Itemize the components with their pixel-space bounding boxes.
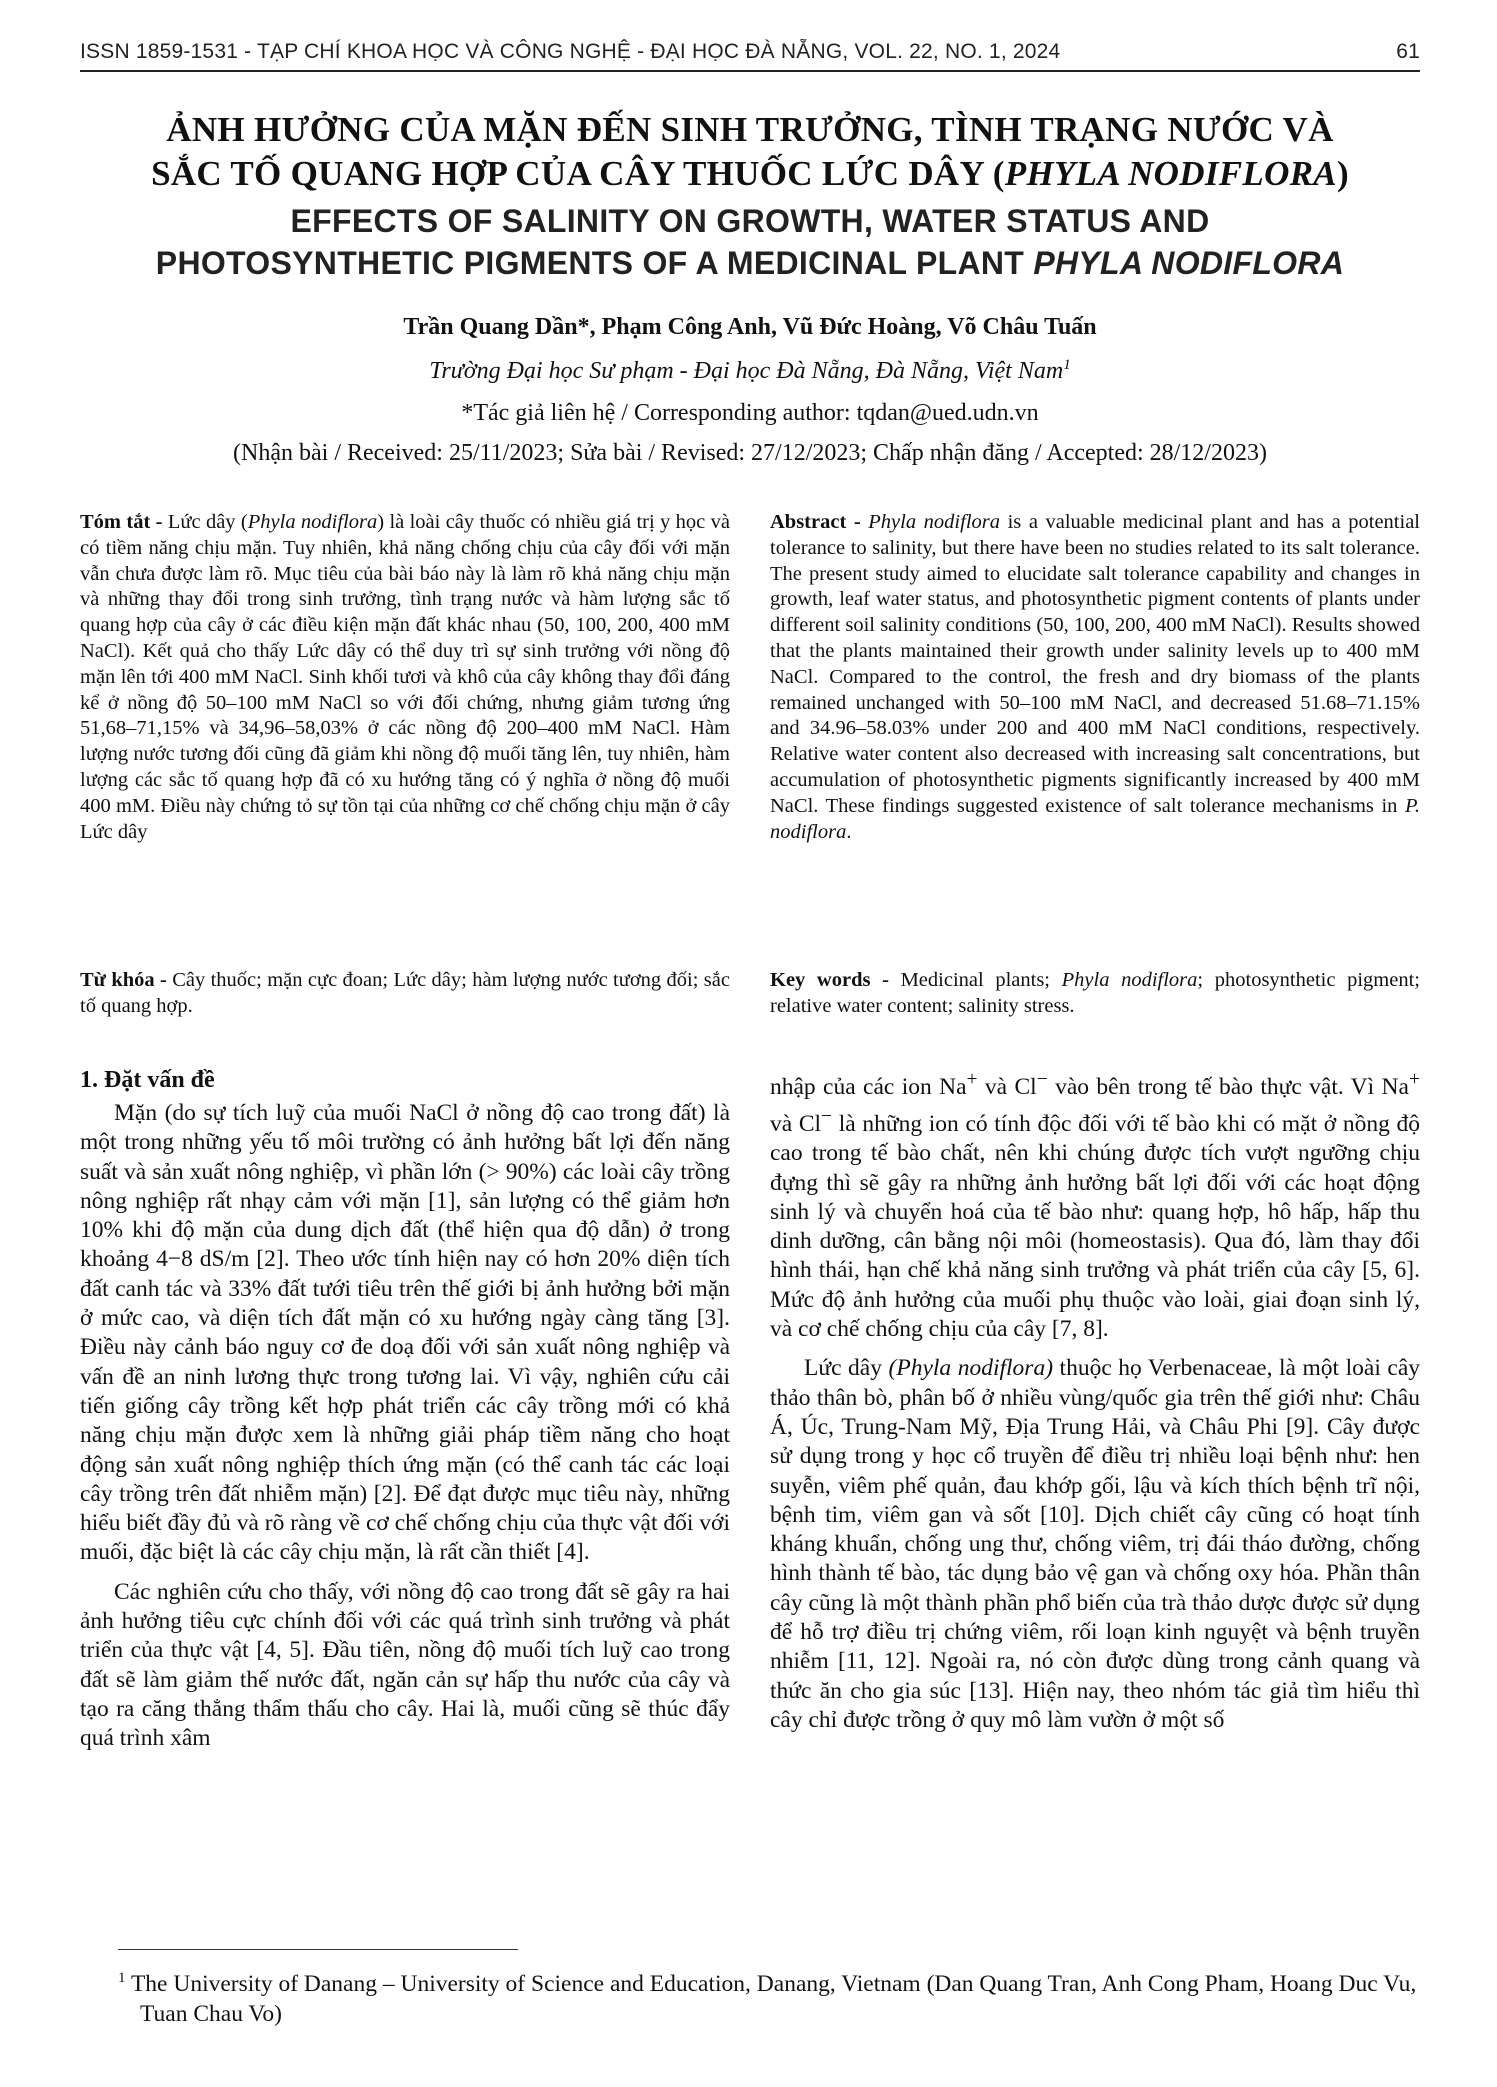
abstract-vi-text1: Lức dây (	[167, 511, 248, 533]
ion-charge: −	[821, 1106, 833, 1128]
submission-dates: (Nhận bài / Received: 25/11/2023; Sửa bài / Revised: 27/12/2023; Chấp nhận đăng / Accepted: 28/12/2023)	[233, 440, 1267, 466]
ion-charge: +	[1408, 1069, 1421, 1090]
title-block	[80, 108, 1420, 284]
journal-running-title: ISSN 1859-1531 - TẠP CHÍ KHOA HỌC VÀ CÔNG NGHỆ - ĐẠI HỌC ĐÀ NẴNG, VOL. 22, NO. 1, 2024	[80, 40, 1061, 63]
abstract-en-species-short: P. nodiflora	[770, 794, 1420, 843]
keywords-vi-label: Từ khóa -	[80, 969, 173, 991]
corresponding-author: *Tác giả liên hệ / Corresponding author: tqdan@ued.udn.vn	[461, 400, 1039, 426]
keywords-en-text2: ; photosynthetic pigment; relative water content; salinity stress.	[770, 969, 1420, 1017]
title-vi-line2: SẮC TỐ QUANG HỢP CỦA CÂY THUỐC LỨC DÂY (	[151, 154, 1005, 193]
author-block	[80, 310, 1420, 470]
body-text: nhập của các ion Na	[770, 1073, 967, 1100]
body-paragraph	[770, 1354, 1420, 1735]
title-en-line2: PHOTOSYNTHETIC PIGMENTS OF A MEDICINAL PLANT	[155, 245, 1034, 281]
abstract-vietnamese	[80, 510, 730, 845]
abstract-english	[770, 510, 1420, 845]
keywords-en-text1: Medicinal plants;	[900, 969, 1062, 991]
header-rule	[80, 70, 1420, 72]
abstract-en-text: is a valuable medicinal plant and has a potential tolerance to salinity, but there have been no studies related to its salt tolerance. The present study aimed to elucidate salt tolerance capability and changes in growth, leaf water status, and photosynthetic pigment contents of plants under different soil salinity conditions (50, 100, 200, 400 mM NaCl). Results showed that the plants maintained their growth under salinity levels up to 400 mM NaCl. Compared to the control, the fresh and dry biomass of the plants remained unchanged with 50–100 mM NaCl, and decreased 51.68–71.15% and 34.96–58.03% under 200 and 400 mM NaCl conditions, respectively. Relative water content also decreased with increasing salt concentrations, but accumulation of photosynthetic pigments significantly increased by 400 mM NaCl. These findings suggested existence of salt tolerance mechanisms in	[770, 511, 1420, 817]
keywords-vietnamese	[80, 968, 730, 1020]
title-en-species: PHYLA NODIFLORA	[1033, 245, 1345, 281]
body-paragraph: Mặn (do sự tích luỹ của muối NaCl ở nồng độ cao trong đất) là một trong những yếu tố môi trường có ảnh hưởng bất lợi đến năng suất và sản xuất nông nghiệp, vì phần lớn (> 90%) các loài cây trồng nông nghiệp rất nhạy cảm với mặn [1], sản lượng có thể giảm hơn 10% khi độ mặn của dung dịch đất (thể hiện qua độ dẫn) ở trong khoảng 4−8 dS/m [2]. Theo ước tính hiện nay có hơn 20% diện tích đất canh tác và 33% đất tưới tiêu trên thế giới bị ảnh hưởng bởi mặn ở mức cao, và diện tích đất mặn có xu hướng ngày càng tăng [3]. Điều này cảnh báo nguy cơ đe doạ đối với sản xuất nông nghiệp và vấn đề an ninh lương thực trong tương lai. Vì vậy, nghiên cứu cải tiến giống cây trồng kết hợp phát triển các cây trồng mới có khả năng chịu mặn được xem là những giải pháp tiềm năng cho hoạt động sản xuất nông nghiệp thích ứng mặn (có thể canh tác các loại cây trồng trên đất nhiễm mặn) [2]. Để đạt được mục tiêu này, những hiểu biết đầy đủ và rõ ràng về cơ chế chống chịu của thực vật đối với muối, đặc biệt là các cây chịu mặn, là rất cần thiết [4].	[80, 1100, 730, 1566]
body-text: và Cl	[770, 1110, 822, 1137]
abstract-vi-species: Phyla nodiflora	[247, 511, 378, 533]
title-vi-species: PHYLA NODIFLORA	[1004, 154, 1337, 193]
keywords-en-species: Phyla nodiflora	[1061, 969, 1198, 991]
footnote-mark: 1	[118, 1970, 126, 1986]
footnote	[118, 1963, 1440, 2029]
body-column-left	[80, 1065, 730, 1754]
title-vi-close: )	[1336, 154, 1349, 193]
body-text: vào bên trong tế bào thực vật. Vì Na	[1047, 1073, 1409, 1100]
page-number: 61	[1396, 40, 1420, 63]
abstract-en-end: .	[846, 820, 852, 843]
affiliation-text: Trường Đại học Sư phạm - Đại học Đà Nẵng, Đà Nẵng, Việt Nam	[429, 358, 1064, 384]
abstract-en-label: Abstract -	[770, 511, 869, 533]
footnote-rule	[118, 1949, 518, 1950]
body-paragraph	[770, 1065, 1420, 1344]
running-header	[80, 40, 1420, 64]
title-vietnamese	[80, 108, 1420, 196]
author-names: Trần Quang Dần*, Phạm Công Anh, Vũ Đức Hoàng, Võ Châu Tuấn	[403, 314, 1097, 340]
species-name: (Phyla nodiflora)	[888, 1355, 1054, 1382]
body-column-right	[770, 1065, 1420, 1735]
affiliation	[80, 348, 1420, 388]
ion-charge: −	[1036, 1069, 1048, 1090]
body-text: Lức dây	[804, 1355, 889, 1382]
abstract-vi-label: Tóm tắt -	[80, 511, 168, 533]
title-en-line1: EFFECTS OF SALINITY ON GROWTH, WATER STATUS AND	[290, 203, 1210, 239]
title-vi-line1: ẢNH HƯỞNG CỦA MẶN ĐẾN SINH TRƯỞNG, TÌNH TRẠNG NƯỚC VÀ	[166, 110, 1334, 149]
keywords-english	[770, 968, 1420, 1020]
keywords-vi-text: Cây thuốc; mặn cực đoan; Lức dây; hàm lượng nước tương đối; sắc tố quang hợp.	[80, 969, 730, 1017]
affiliation-mark: 1	[1063, 357, 1071, 373]
abstract-vi-text2: ) là loài cây thuốc có nhiều giá trị y học và có tiềm năng chịu mặn. Tuy nhiên, khả năng chống chịu của cây đối với mặn vẫn chưa được làm rõ. Mục tiêu của bài báo này là làm rõ khả năng chịu mặn và những thay đổi trong sinh trưởng, tình trạng nước và hàm lượng sắc tố quang hợp của cây ở các điều kiện mặn đất khác nhau (50, 100, 200, 400 mM NaCl). Kết quả cho thấy Lức dây có thể duy trì sự sinh trưởng với nồng độ mặn lên tới 400 mM NaCl. Sinh khối tươi và khô của cây không thay đổi đáng kể ở nồng độ 50–100 mM NaCl so với đối chứng, nhưng giảm tương ứng 51,68–71,15% và 34,96–58,03% ở các nồng độ 200–400 mM NaCl. Hàm lượng nước tương đối cũng đã giảm khi nồng độ muối tăng lên, tuy nhiên, hàm lượng các sắc tố quang hợp đã có xu hướng tăng có ý nghĩa ở nồng độ muối 400 mM. Điều này chứng tỏ sự tồn tại của những cơ chế chống chịu mặn ở cây Lức dây	[80, 511, 730, 843]
section-heading: 1. Đặt vấn đề	[80, 1067, 215, 1093]
abstract-en-species: Phyla nodiflora	[868, 511, 1000, 533]
ion-charge: +	[966, 1069, 978, 1090]
body-text: thuộc họ Verbenaceae, là một loài cây thảo thân bò, phân bố ở nhiều vùng/quốc gia trên thế giới như: Châu Á, Úc, Trung-Nam Mỹ, Địa Trung Hải, và Châu Phi [9]. Cây được sử dụng trong y học cổ truyền để điều trị nhiều loại bệnh như: hen suyễn, viêm phế quản, đau khớp gối, lậu và kích thích bệnh trĩ nội, bệnh tim, viêm gan và sốt [10]. Dịch chiết cây cũng có hoạt tính kháng khuẩn, chống ung thư, chống viêm, trị đái tháo đường, chống hình thành tế bào, tác dụng bảo vệ gan và chống oxy hóa. Phần thân cây cũng là một thành phần phổ biến của trà thảo dược được sử dụng để hỗ trợ điều trị chứng viêm, rối loạn kinh nguyệt và bệnh truyền nhiễm [11, 12]. Ngoài ra, nó còn được dùng trong cảnh quang và thức ăn cho gia súc [13]. Hiện nay, theo nhóm tác giả tìm hiểu thì cây chỉ được trồng ở quy mô làm vườn ở một số	[770, 1355, 1420, 1733]
body-text: là những ion có tính độc đối với tế bào khi có mặt ở nồng độ cao trong tế bào chất, nên khi chúng được tích vượt ngưỡng chịu đựng thì sẽ gây ra những ảnh hưởng bất lợi đối với các hoạt động sinh lý và chuyển hoá của tế bào như: quang hợp, hô hấp, hấp thu dinh dưỡng, cân bằng nội môi (homeostasis). Qua đó, làm thay đổi hình thái, hạn chế khả năng sinh trưởng và phát triển của cây [5, 6]. Mức độ ảnh hưởng của muối phụ thuộc vào loài, giai đoạn sinh lý, và cơ chế chống chịu của cây [7, 8].	[770, 1110, 1420, 1343]
body-paragraph: Các nghiên cứu cho thấy, với nồng độ cao trong đất sẽ gây ra hai ảnh hưởng tiêu cực chính đối với các quá trình sinh trưởng và phát triển của thực vật [4, 5]. Đầu tiên, nồng độ muối tích luỹ cao trong đất sẽ làm giảm thế nước đất, ngăn cản sự hấp thu nước của cây và tạo ra căng thẳng thẩm thấu cho cây. Hai là, muối cũng sẽ thúc đẩy quá trình xâm	[80, 1578, 730, 1752]
body-text: và Cl	[977, 1073, 1037, 1100]
footnote-text: The University of Danang – University of Science and Education, Danang, Vietnam (Dan Quang Tran, Anh Cong Pham, Hoang Duc Vu, Tuan Chau Vo)	[125, 1970, 1417, 2027]
keywords-en-label: Key words -	[770, 969, 901, 991]
title-english	[80, 200, 1420, 284]
